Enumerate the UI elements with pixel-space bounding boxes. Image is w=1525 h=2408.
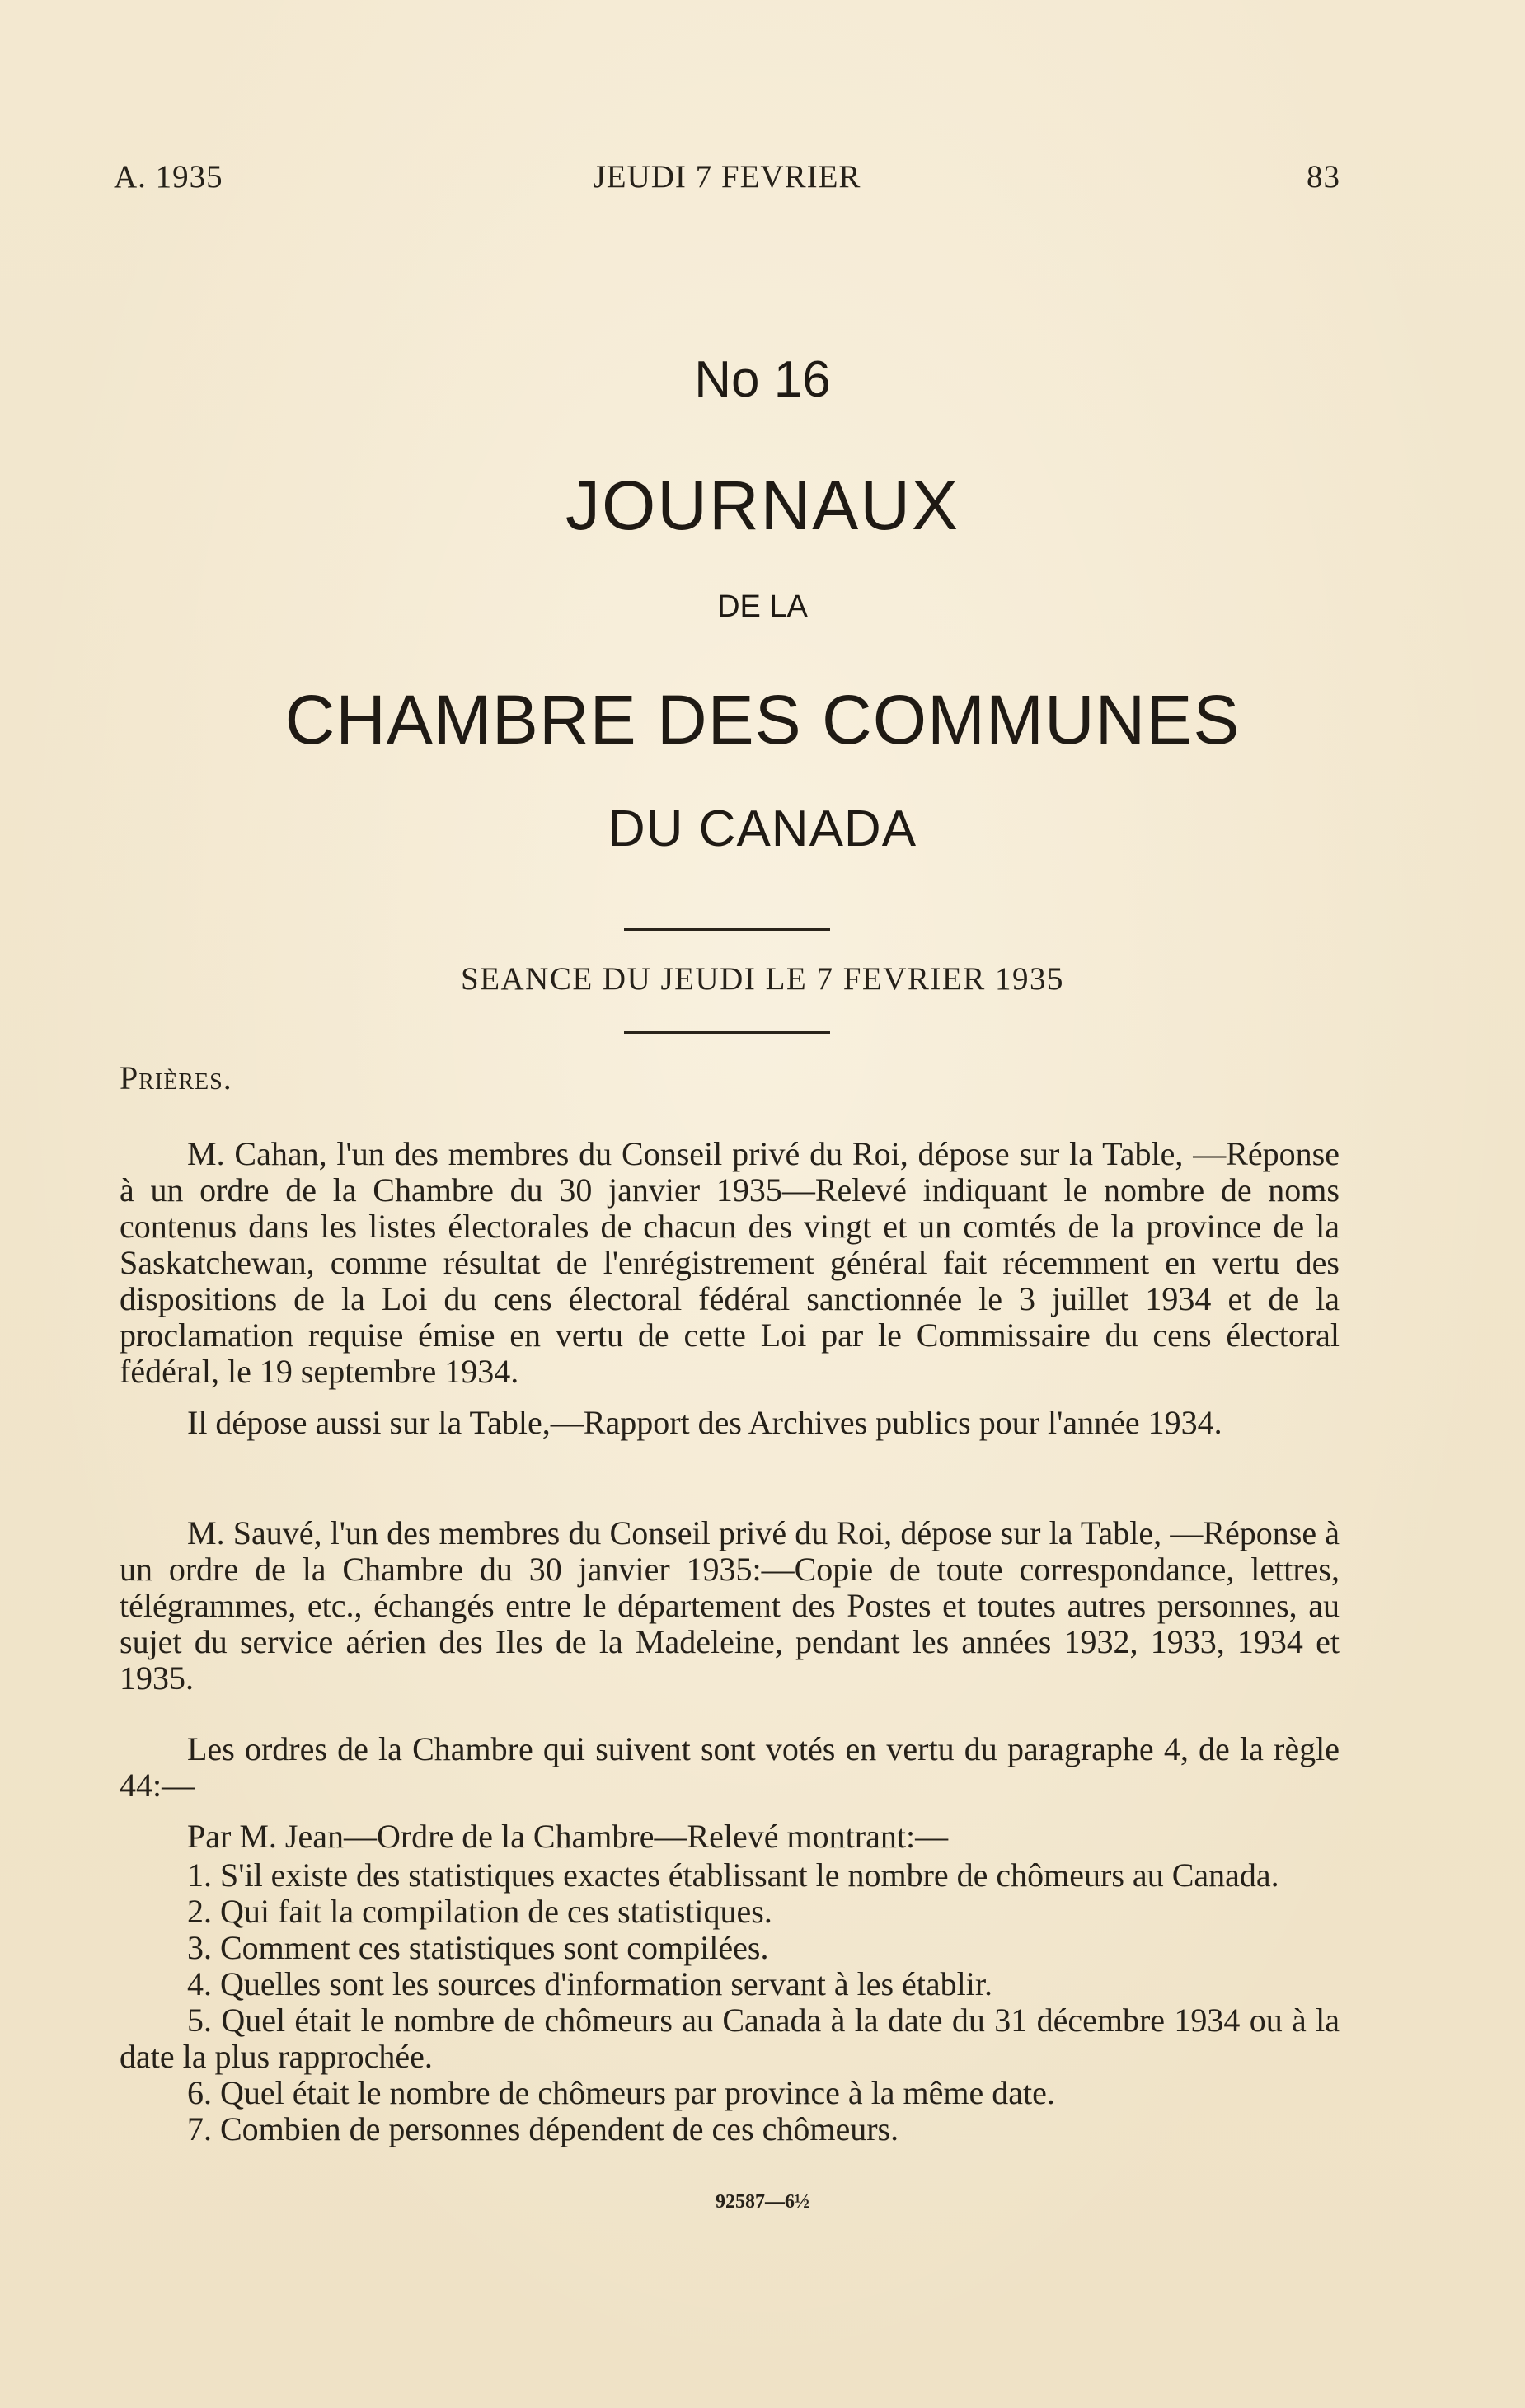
header-year: A. 1935 bbox=[114, 159, 223, 195]
paragraph-text: Les ordres de la Chambre qui suivent sont votés en vertu du paragraphe 4, de la règle 44:— bbox=[120, 1730, 1340, 1804]
journal-title: JOURNAUX bbox=[565, 467, 960, 544]
list-item: 1. S'il existe des statistiques exactes établissant le nombre de chômeurs au Canada. bbox=[187, 1856, 1279, 1894]
printer-signature: 92587—6½ bbox=[716, 2191, 809, 2213]
paragraph-jean bbox=[120, 1819, 1340, 1855]
paragraph-cahan bbox=[120, 1136, 1340, 1390]
list-item: 7. Combien de personnes dépendent de ces chômeurs. bbox=[187, 2110, 899, 2147]
paragraph-text: Par M. Jean—Ordre de la Chambre—Relevé montrant:— bbox=[187, 1818, 949, 1855]
divider-bottom bbox=[624, 1031, 830, 1034]
paragraph-text: Il dépose aussi sur la Table,—Rapport des Archives publics pour l'année 1934. bbox=[187, 1404, 1222, 1441]
title-connector: DE LA bbox=[717, 589, 808, 624]
chamber-title: CHAMBRE DES COMMUNES bbox=[284, 681, 1241, 758]
questions-list bbox=[120, 1857, 1340, 2147]
list-item: 2. Qui fait la compilation de ces statistiques. bbox=[187, 1893, 772, 1930]
list-item: 4. Quelles sont les sources d'information servant à les établir. bbox=[187, 1965, 992, 2002]
list-item: 3. Comment ces statistiques sont compilées. bbox=[187, 1929, 769, 1966]
header-date: JEUDI 7 FEVRIER bbox=[593, 159, 861, 195]
divider-top bbox=[624, 928, 830, 931]
running-header bbox=[114, 158, 1340, 199]
paragraph-text: M. Sauvé, l'un des membres du Conseil privé du Roi, dépose sur la Table, —Réponse à un ordre de la Chambre du 30 janvier 1935:—Copie de toute correspondance, lettres, télégrammes, etc., échangés entre le département des Postes et toutes autres personnes, au sujet du service aérien des Iles de la Madeleine, pendant les années 1932, 1933, 1934 et 1935. bbox=[120, 1514, 1340, 1697]
page-number: 83 bbox=[1307, 159, 1340, 195]
journal-number: No 16 bbox=[694, 351, 831, 408]
country-title: DU CANADA bbox=[608, 800, 917, 857]
paragraph-text: M. Cahan, l'un des membres du Conseil privé du Roi, dépose sur la Table, —Réponse à un ordre de la Chambre du 30 janvier 1935—Relevé indiquant le nombre de noms contenus dans les listes électorales de chacun des vingt et un comtés de la province de la Saskatchewan, comme résultat de l'enrégistrement général fait récemment en vertu des dispositions de la Loi du cens électoral fédéral sanctionnée le 3 juillet 1934 et de la proclamation requise émise en vertu de cette Loi par le Commissaire du cens électoral fédéral, le 19 septembre 1934. bbox=[120, 1135, 1340, 1390]
paragraph-sauve bbox=[120, 1515, 1340, 1697]
prayers-heading: Prières. bbox=[120, 1059, 232, 1096]
paragraph-orders bbox=[120, 1731, 1340, 1804]
session-heading: SEANCE DU JEUDI LE 7 FEVRIER 1935 bbox=[461, 961, 1064, 997]
list-item: 6. Quel était le nombre de chômeurs par province à la même date. bbox=[187, 2074, 1055, 2111]
paragraph-archives bbox=[120, 1405, 1340, 1441]
list-item: 5. Quel était le nombre de chômeurs au Canada à la date du 31 décembre 1934 ou à la date la plus rapprochée. bbox=[120, 2002, 1340, 2075]
